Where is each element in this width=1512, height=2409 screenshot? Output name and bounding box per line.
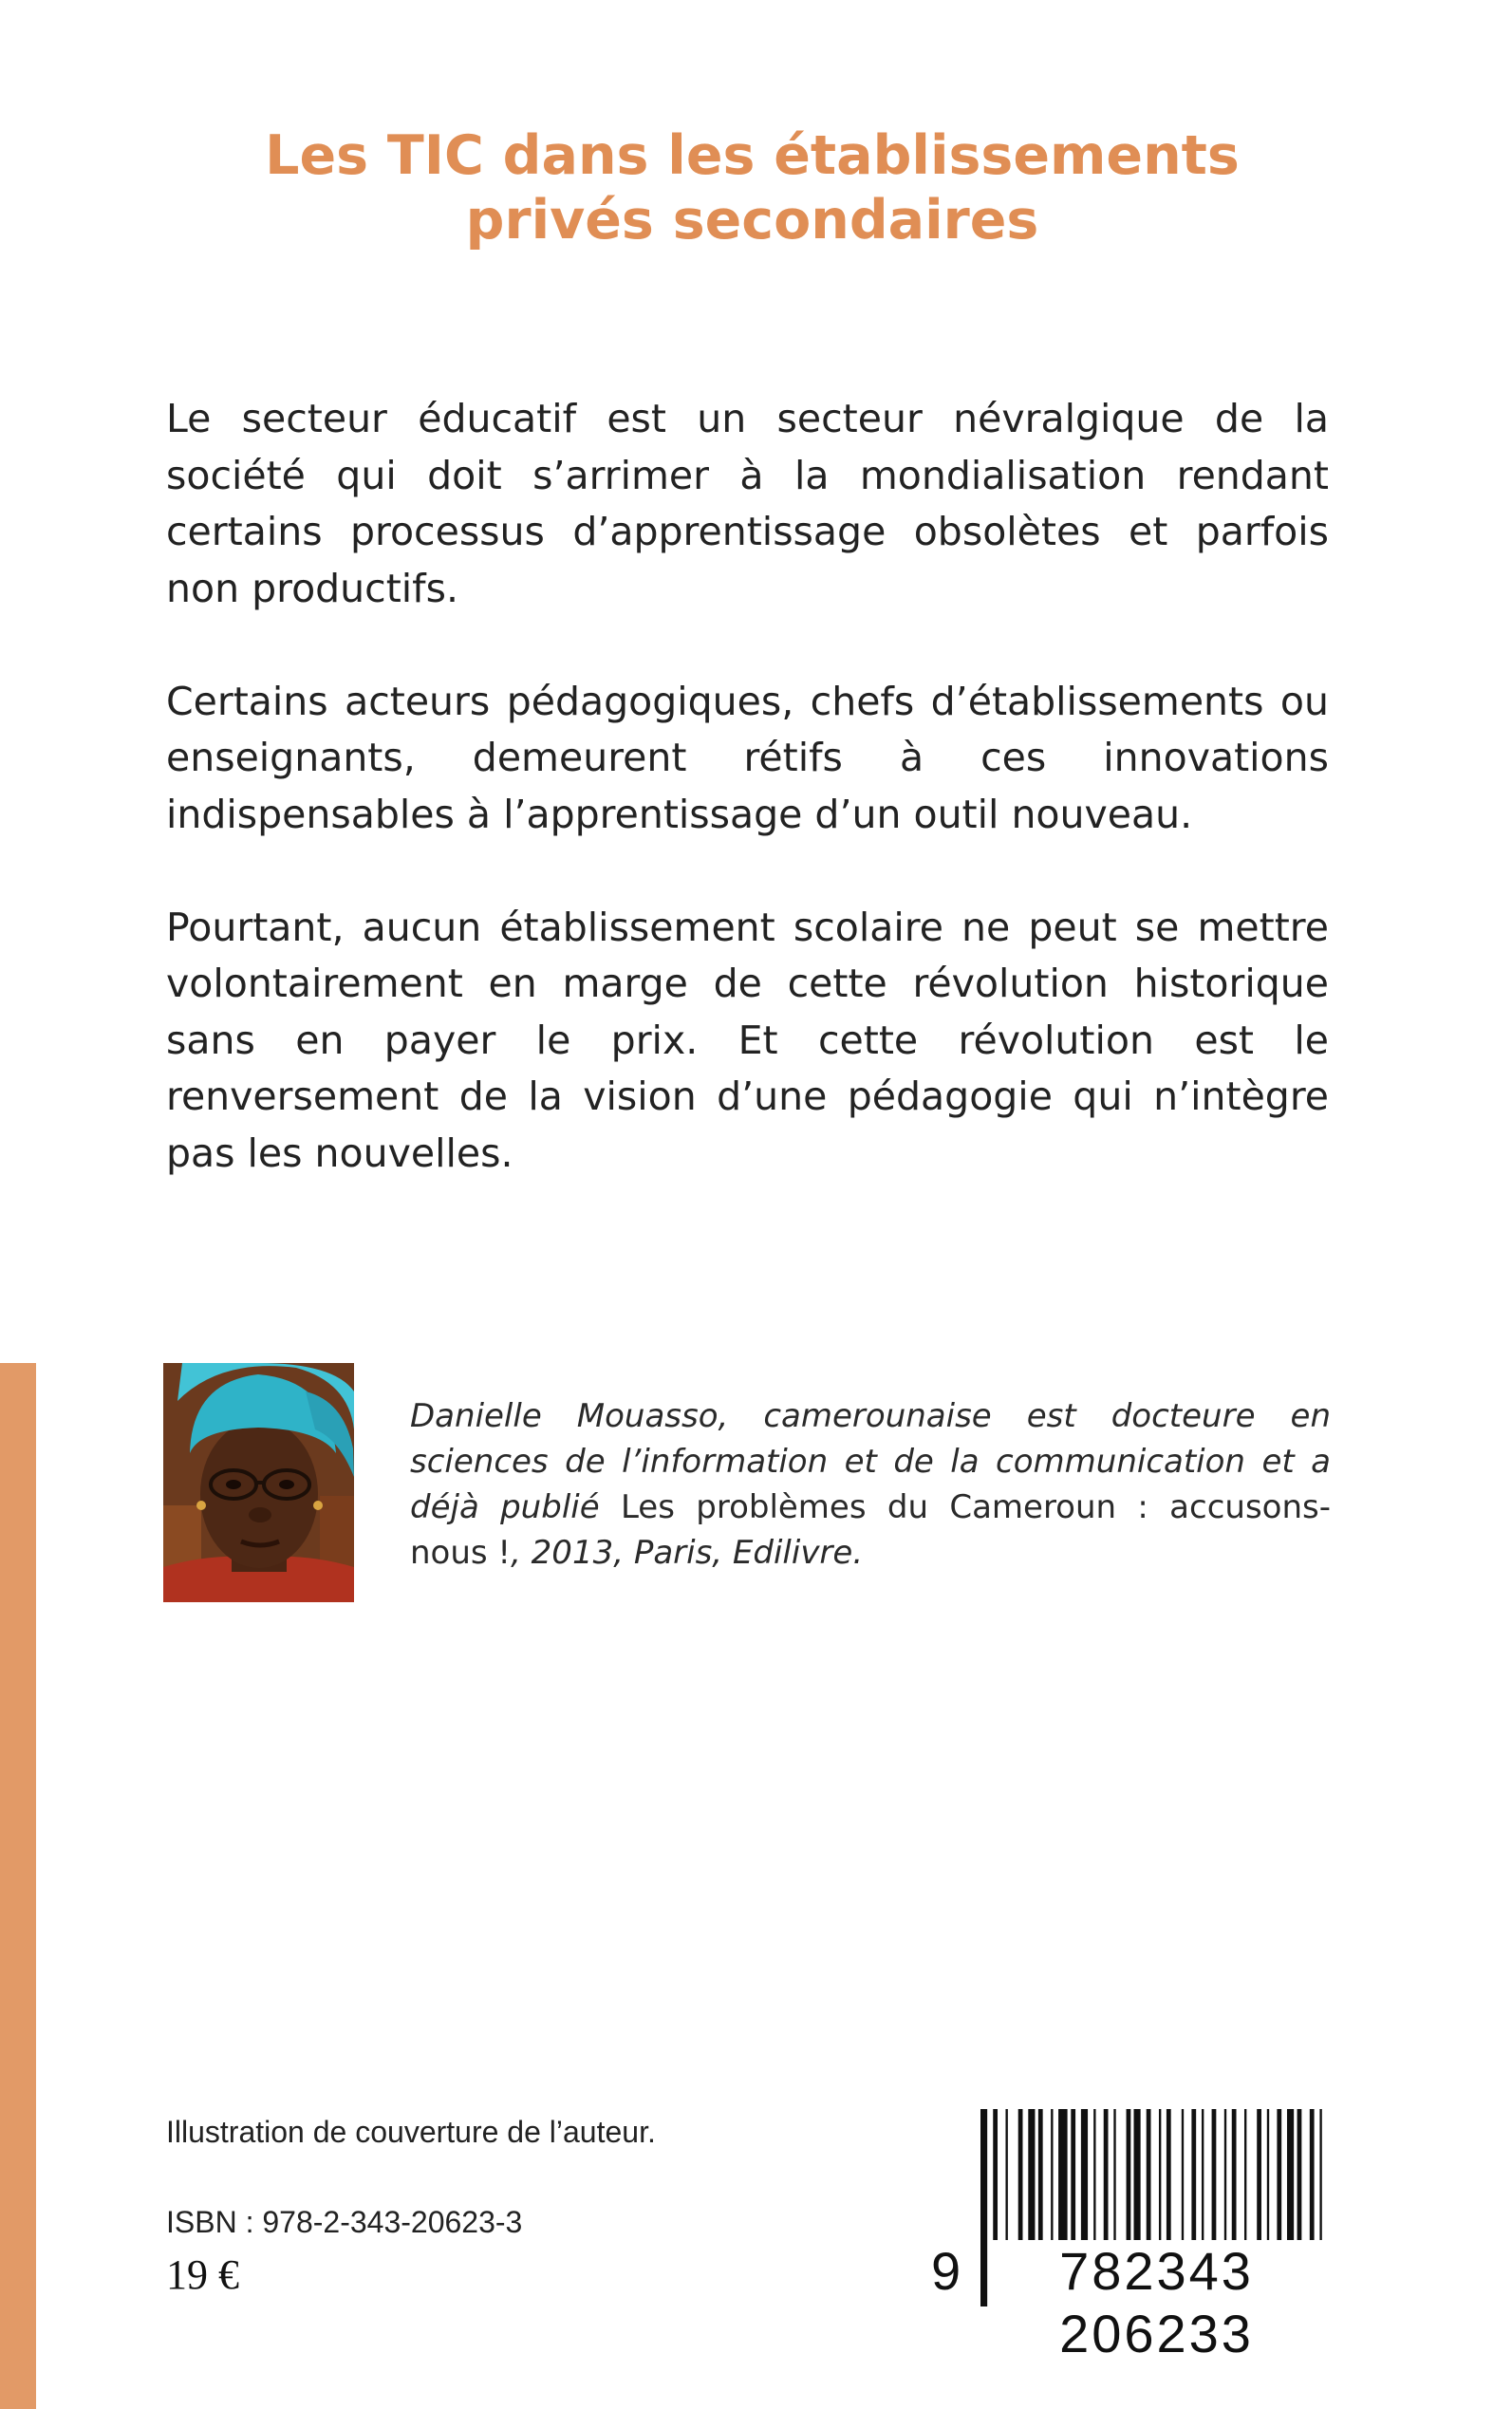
spine-band: [0, 1363, 36, 2409]
cover-credit: Illustration de couverture de l’auteur.: [166, 2115, 656, 2149]
book-title: [190, 123, 1315, 252]
barcode: [931, 2109, 1330, 2363]
blurb-paragraph-2: Certains acteurs pédagogiques, chefs d’établissements ou enseignants, demeurent rétifs à ces innovations indispensables à l’apprentissage d’un outil nouveau.: [166, 678, 1329, 837]
barcode-bar: [980, 2109, 987, 2306]
barcode-digits: 782343 206233: [988, 2240, 1325, 2365]
blurb-paragraph-1: Le secteur éducatif est un secteur névralgique de la société qui doit s’arrimer à la mondialisation rendant certains processus d’apprentissage obsolètes et parfois non productifs.: [166, 396, 1329, 611]
previous-book-title: Les problèmes du Cameroun : accusons-nous !: [410, 1488, 1331, 1572]
author-bio-end: , 2013, Paris, Edilivre.: [511, 1534, 864, 1572]
author-photo: [163, 1363, 354, 1602]
price: 19 €: [166, 2251, 239, 2298]
barcode-first-digit: 9: [931, 2241, 961, 2301]
author-bio-intro: , camerounaise est docteure en sciences de l’information et de la communication et a déjà publié: [410, 1397, 1331, 1526]
title-line-2: privés secondaires: [465, 189, 1039, 252]
title-line-1: Les TIC dans les établissements: [265, 124, 1240, 187]
blurb-paragraph-3: Pourtant, aucun établissement scolaire ne peut se mettre volontairement en marge de cette révolution historique sans en payer le prix. Et cette révolution est le renversement de la vision d’une pédagogie qui n’intègre pas les nouvelles.: [166, 904, 1329, 1176]
author-bio: [410, 1393, 1331, 1576]
author-name: Danielle Mouasso: [410, 1397, 719, 1435]
blurb: [166, 391, 1329, 1182]
isbn: ISBN : 978-2-343-20623-3: [166, 2205, 523, 2239]
